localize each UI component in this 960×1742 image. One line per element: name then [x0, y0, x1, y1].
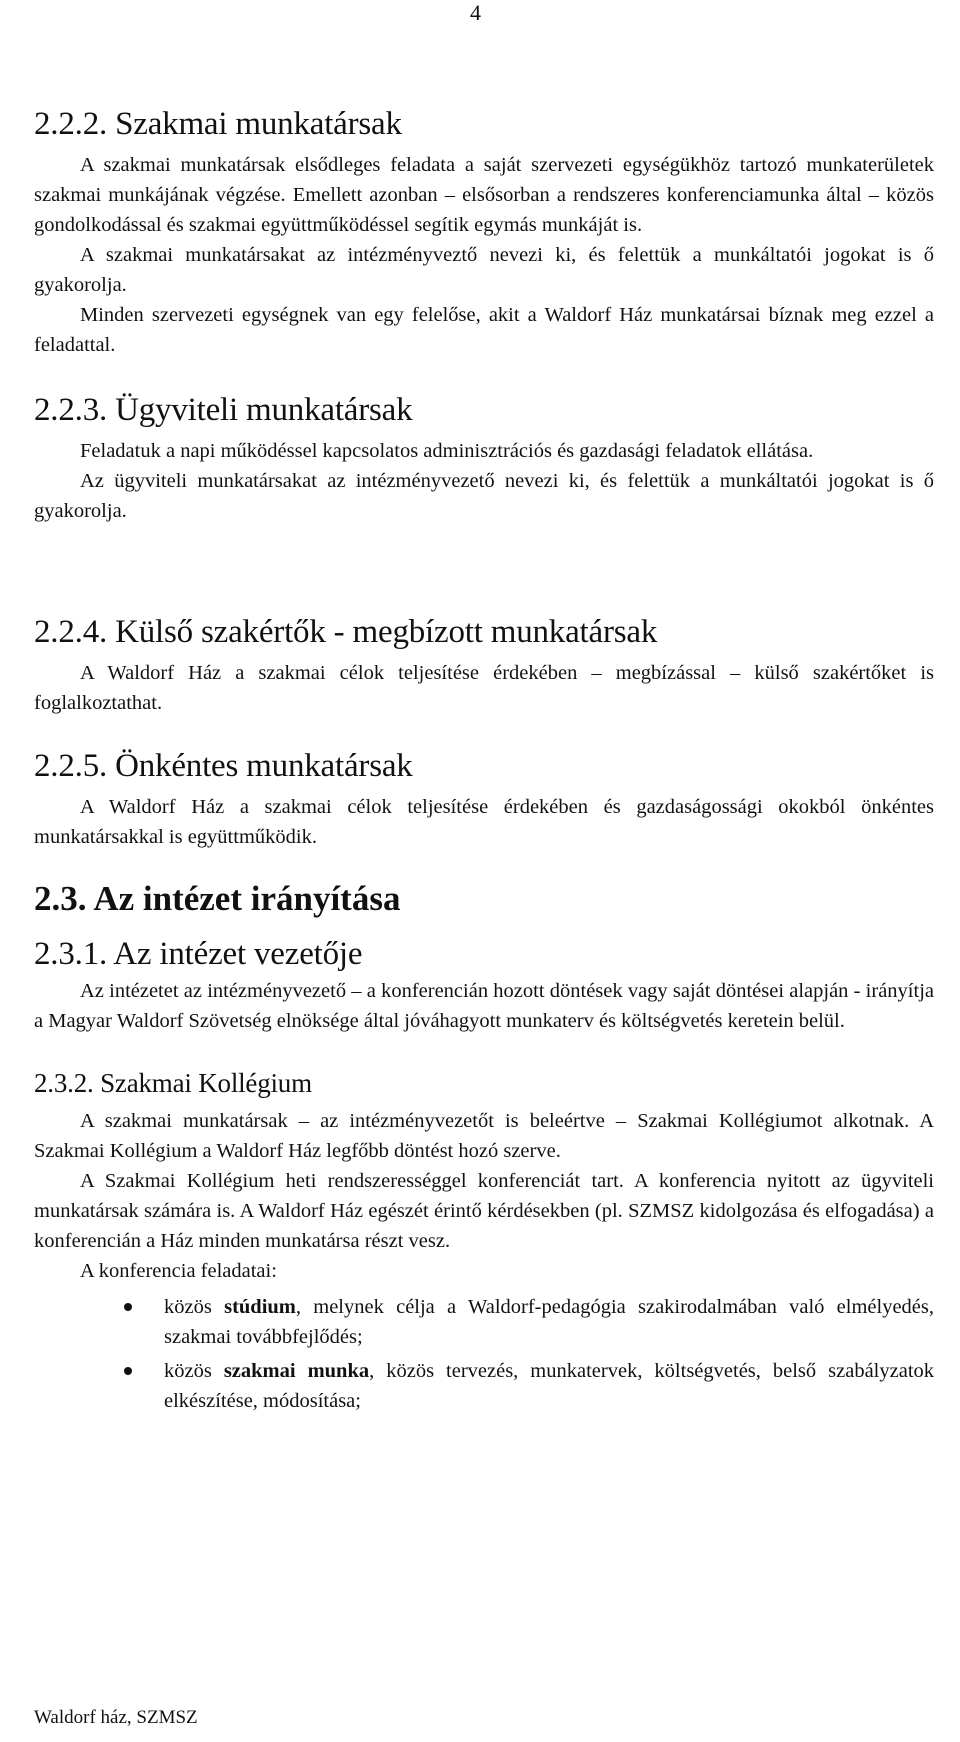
list-item-text: közös [164, 1296, 225, 1318]
section-heading: 2.3.2. Szakmai Kollégium [34, 1068, 312, 1098]
section-heading: 2.2.3. Ügyviteli munkatársak [34, 392, 413, 428]
page-number: 4 [470, 0, 481, 25]
paragraph: A Szakmai Kollégium heti rendszerességgel konferenciát tart. A konferencia nyitott az ügyviteli munkatársak számára is. A Waldorf Ház egészét érintő kérdésekben (pl. SZMSZ kidolgozása és elfogadása) a konferencián a Ház minden munkatársa részt vesz. [34, 1170, 934, 1252]
bullet-icon [124, 1303, 132, 1311]
section-2-2-5 [34, 746, 934, 852]
section-heading: 2.2.2. Szakmai munkatársak [34, 106, 402, 142]
paragraph: Az ügyviteli munkatársakat az intézményvezető nevezi ki, és felettük a munkáltatói jogokat is ő gyakorolja. [34, 470, 934, 522]
section-2-3 [34, 878, 934, 920]
section-heading: 2.3.1. Az intézet vezetője [34, 936, 363, 972]
bullet-icon [124, 1367, 132, 1375]
paragraph: A Waldorf Ház a szakmai célok teljesítése érdekében és gazdaságossági okokból önkéntes munkatársakkal is együttműködik. [34, 796, 934, 848]
list-item [164, 1356, 934, 1416]
paragraph: Minden szervezeti egységnek van egy felelőse, akit a Waldorf Ház munkatársai bíznak meg ezzel a feladattal. [34, 304, 934, 356]
list-item [164, 1292, 934, 1352]
paragraph: A szakmai munkatársak – az intézményvezetőt is beleértve – Szakmai Kollégiumot alkotnak. A Szakmai Kollégium a Waldorf Ház legfőbb döntést hozó szerve. [34, 1110, 934, 1162]
list-item-text: , melynek célja a Waldorf-pedagógia szakirodalmában való elmélyedés, szakmai továbbfejlődés; [164, 1296, 935, 1348]
list-item-text: közös [164, 1360, 224, 1382]
paragraph: A szakmai munkatársak elsődleges feladata a saját szervezeti egységükhöz tartozó munkaterületek szakmai munkájának végzése. Emellett azonban – elsősorban a rendszeres konferenciamunka által – közös gondolkodással és szakmai együttműködéssel segítik egymás munkáját is. [34, 154, 934, 236]
paragraph: A Waldorf Ház a szakmai célok teljesítése érdekében – megbízással – külső szakértőket is foglalkoztathat. [34, 662, 934, 714]
section-2-2-3 [34, 390, 934, 526]
paragraph: Feladatuk a napi működéssel kapcsolatos adminisztrációs és gazdasági feladatok ellátása. [80, 440, 814, 462]
document-body [34, 104, 934, 1420]
section-2-2-2 [34, 104, 934, 360]
section-2-2-4 [34, 612, 934, 718]
section-2-3-2 [34, 1066, 934, 1416]
section-heading: 2.2.4. Külső szakértők - megbízott munkatársak [34, 614, 658, 650]
list-item-emphasis: szakmai munka [223, 1360, 370, 1382]
list-item-text: , közös tervezés, munkatervek, költségvetés, belső szabályzatok elkészítése, módosítása; [164, 1360, 935, 1412]
chapter-heading: 2.3. Az intézet irányítása [34, 879, 401, 918]
list-item-emphasis: stúdium [224, 1296, 296, 1318]
paragraph: A szakmai munkatársakat az intézményveztő nevezi ki, és felettük a munkáltatói jogokat is ő gyakorolja. [34, 244, 934, 296]
section-2-3-1 [34, 934, 934, 1036]
paragraph: A konferencia feladatai: [80, 1260, 277, 1282]
section-heading: 2.2.5. Önkéntes munkatársak [34, 748, 413, 784]
page-footer: Waldorf ház, SZMSZ [34, 1707, 198, 1728]
paragraph: Az intézetet az intézményvezető – a konferencián hozott döntések vagy saját döntései alapján - irányítja a Magyar Waldorf Szövetség elnöksége által jóváhagyott munkaterv és költségvetés keretein belül. [34, 980, 934, 1032]
conference-tasks-list [34, 1292, 934, 1416]
